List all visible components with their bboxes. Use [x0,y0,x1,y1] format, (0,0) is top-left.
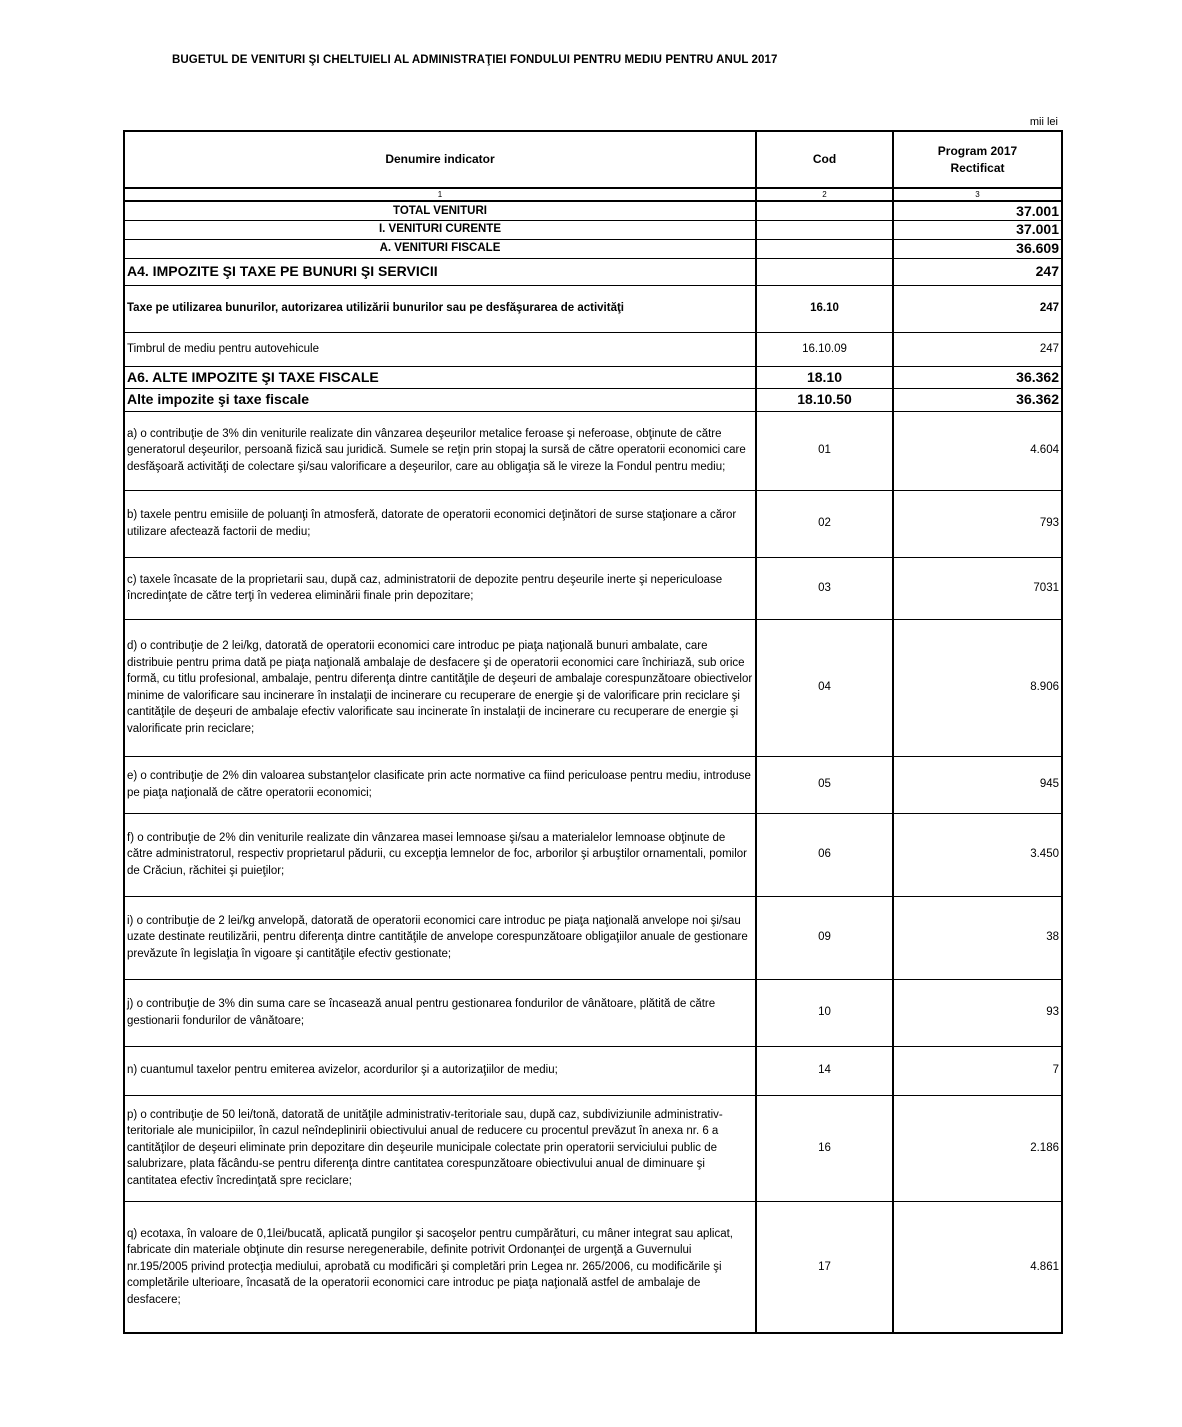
indicator-value: 247 [893,332,1062,366]
column-index: 2 [756,188,893,201]
indicator-value: 3.450 [893,813,1062,896]
unit-label: mii lei [1029,116,1058,128]
indicator-value: 36.609 [893,239,1062,258]
indicator-name: d) o contribuţie de 2 lei/kg, datorată de operatorii economici care introduc pe piaţa naţională bunuri ambalate, care distribuie pentru prima dată pe piaţa naţională ambalaje de desfacere şi de operatorii economici care închiriază, sub orice formă, cu titlu profesional, ambalaje, pentru diferenţa dintre cantităţile de deşeuri de ambalaje corespunzătoare obiectivelor minime de valorificare sau incinerare în instalaţii de incinerare cu recuperare de energie şi de valorificare prin reciclare şi cantităţile de deşeuri de ambalaje efectiv valorificate sau incinerate în instalaţii de incinerare cu recuperare de energie şi valorificate prin reciclare; [124,619,756,756]
table-row [124,388,1062,411]
header-program-year: Program 2017 [937,144,1018,158]
indicator-code [756,220,893,239]
indicator-value: 7031 [893,557,1062,619]
indicator-code: 18.10 [756,366,893,388]
indicator-name: n) cuantumul taxelor pentru emiterea avizelor, acordurilor şi a autorizaţiilor de mediu; [124,1046,756,1095]
indicator-code [756,201,893,220]
indicator-code [756,258,893,285]
indicator-code: 16 [756,1095,893,1201]
indicator-name: j) o contribuţie de 3% din suma care se încasează anual pentru gestionarea fondurilor de vânătoare, plătită de către gestionarii fondurilor de vânătoare; [124,979,756,1046]
table-row [124,220,1062,239]
indicator-value: 2.186 [893,1095,1062,1201]
indicator-name: f) o contribuţie de 2% din veniturile realizate din vânzarea masei lemnoase şi/sau a materialelor lemnoase obţinute de către administratorul, respectiv proprietarul pădurii, cu excepţia lemnelor de foc, arborilor şi arbuştilor ornamentali, pomilor de Crăciun, răchitei şi puieţilor; [124,813,756,896]
table-row [124,490,1062,557]
indicator-value: 37.001 [893,220,1062,239]
table-row [124,201,1062,220]
indicator-name: TOTAL VENITURI [124,201,756,220]
table-row [124,239,1062,258]
table-row [124,411,1062,490]
indicator-code: 14 [756,1046,893,1095]
indicator-code: 16.10 [756,285,893,332]
indicator-name: a) o contribuţie de 3% din veniturile realizate din vânzarea deşeurilor metalice feroase şi neferoase, obţinute de către generatorul deşeurilor, persoană fizică sau juridică. Sumele se reţin prin stopaj la sursă de către operatorii economici care desfăşoară activităţi de colectare şi/sau valorificare a deşeurilor, care au obligaţia să le vireze la Fondul pentru mediu; [124,411,756,490]
table-row [124,1046,1062,1095]
indicator-code: 18.10.50 [756,388,893,411]
indicator-value: 247 [893,258,1062,285]
indicator-name: A6. ALTE IMPOZITE ŞI TAXE FISCALE [124,366,756,388]
table-row [124,1095,1062,1201]
table-row [124,619,1062,756]
indicator-value: 793 [893,490,1062,557]
indicator-value: 4.604 [893,411,1062,490]
table-row [124,1201,1062,1333]
indicator-name: A. VENITURI FISCALE [124,239,756,258]
table-row [124,896,1062,979]
table-row [124,258,1062,285]
header-code: Cod [756,131,893,188]
indicator-code: 02 [756,490,893,557]
indicator-name: A4. IMPOZITE ŞI TAXE PE BUNURI ŞI SERVICII [124,258,756,285]
indicator-value: 247 [893,285,1062,332]
table-row [124,366,1062,388]
indicator-value: 36.362 [893,388,1062,411]
table-row [124,756,1062,813]
indicator-value: 945 [893,756,1062,813]
document-title: BUGETUL DE VENITURI ŞI CHELTUIELI AL ADMINISTRAŢIEI FONDULUI PENTRU MEDIU PENTRU ANUL 2017 [172,54,778,66]
indicator-code: 16.10.09 [756,332,893,366]
indicator-name: c) taxele încasate de la proprietarii sau, după caz, administratorii de depozite pentru deşeurile inerte şi nepericuloase încredinţate de către terţi în vederea eliminării finale prin depozitare; [124,557,756,619]
header-program-rectified: Rectificat [950,160,1005,175]
indicator-code: 01 [756,411,893,490]
table-row [124,813,1062,896]
table-row [124,285,1062,332]
table-row [124,557,1062,619]
indicator-name: Alte impozite şi taxe fiscale [124,388,756,411]
indicator-name: Taxe pe utilizarea bunurilor, autorizarea utilizării bunurilor sau pe desfăşurarea de activităţi [124,285,756,332]
indicator-value: 36.362 [893,366,1062,388]
header-indicator: Denumire indicator [124,131,756,188]
indicator-code: 05 [756,756,893,813]
column-index-row [124,188,1062,201]
indicator-code [756,239,893,258]
column-index: 3 [893,188,1062,201]
indicator-name: p) o contribuţie de 50 lei/tonă, datorată de unităţile administrativ-teritoriale sau, după caz, subdiviziunile administrativ-teritoriale ale municipiilor, în cazul neîndeplinirii obiectivului anual de reducere cu procentul prevăzut în anexa nr. 6 a cantităţilor de deşeuri eliminate prin depozitare din deşeurile municipale colectate prin operatorii serviciului public de salubrizare, plata făcându-se pentru diferenţa dintre cantitatea corespunzătoare obiectivului anual de diminuare şi cantitatea efectiv încredinţată spre reciclare; [124,1095,756,1201]
indicator-code: 03 [756,557,893,619]
column-index: 1 [124,188,756,201]
table-header-row [124,131,1062,188]
indicator-value: 93 [893,979,1062,1046]
table-row [124,979,1062,1046]
table-row [124,332,1062,366]
indicator-code: 04 [756,619,893,756]
indicator-name: i) o contribuţie de 2 lei/kg anvelopă, datorată de operatorii economici care introduc pe piaţa naţională anvelope noi şi/sau uzate destinate reutilizării, pentru diferenţa dintre cantităţile de anvelope corespunzătoare obligaţiilor anuale de gestionare prevăzute în legislaţia în vigoare şi cantităţile efectiv gestionate; [124,896,756,979]
indicator-name: I. VENITURI CURENTE [124,220,756,239]
indicator-name: b) taxele pentru emisiile de poluanţi în atmosferă, datorate de operatorii economici deţinători de surse staţionare a căror utilizare afectează factorii de mediu; [124,490,756,557]
indicator-code: 09 [756,896,893,979]
indicator-value: 4.861 [893,1201,1062,1333]
header-program [893,131,1062,188]
indicator-value: 8.906 [893,619,1062,756]
indicator-name: e) o contribuţie de 2% din valoarea substanţelor clasificate prin acte normative ca fiind periculoase pentru mediu, introduse pe piaţa naţională de către operatorii economici; [124,756,756,813]
budget-table [123,130,1063,1334]
indicator-value: 38 [893,896,1062,979]
indicator-code: 10 [756,979,893,1046]
indicator-code: 17 [756,1201,893,1333]
indicator-code: 06 [756,813,893,896]
indicator-name: Timbrul de mediu pentru autovehicule [124,332,756,366]
indicator-value: 37.001 [893,201,1062,220]
indicator-value: 7 [893,1046,1062,1095]
indicator-name: q) ecotaxa, în valoare de 0,1lei/bucată, aplicată pungilor şi sacoşelor pentru cumpărături, cu mâner integrat sau aplicat, fabricate din materiale obţinute din resurse neregenerabile, definite potrivit Ordonanţei de urgenţă a Guvernului nr.195/2005 privind protecţia mediului, aprobată cu modificări şi completări prin Legea nr. 265/2006, cu modificările şi completările ulterioare, încasată de la operatorii economici care introduc pe piaţa naţională astfel de ambalaje de desfacere; [124,1201,756,1333]
